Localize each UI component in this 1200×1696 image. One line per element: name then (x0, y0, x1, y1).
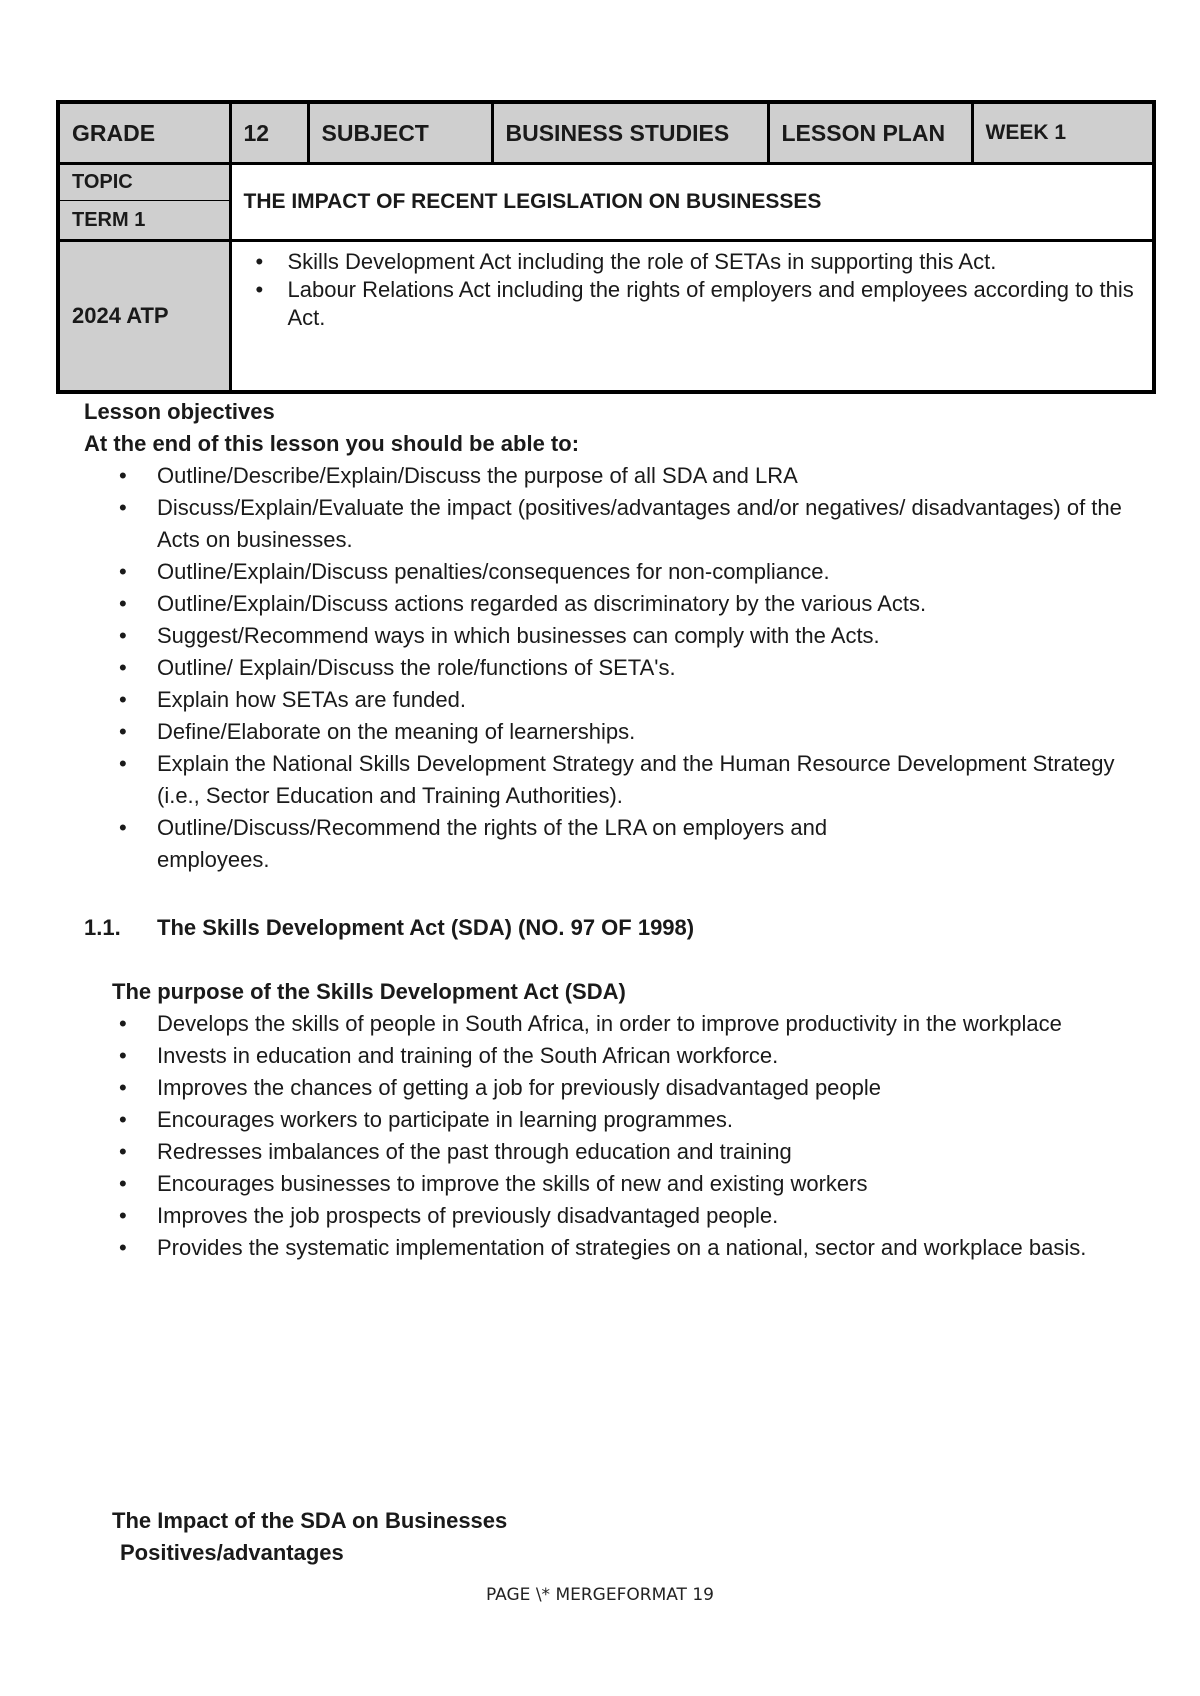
subject-label: SUBJECT (308, 102, 492, 164)
list-item: • Outline/Explain/Discuss actions regarded as discriminatory by the various Acts. (157, 588, 1154, 620)
list-item: • Outline/Explain/Discuss penalties/consequences for non-compliance. (157, 556, 1154, 588)
purpose-title: The purpose of the Skills Development Act (SDA) (112, 979, 626, 1004)
week-label: WEEK 1 (972, 102, 1154, 164)
atp-item: • Labour Relations Act including the rights of employers and employees according to this Act. (284, 276, 1141, 332)
objectives-title: Lesson objectives (84, 399, 275, 424)
list-item: • Encourages workers to participate in learning programmes. (157, 1104, 1154, 1136)
atp-list (244, 248, 1141, 332)
list-item: • Discuss/Explain/Evaluate the impact (positives/advantages and/or negatives/ disadvantages) of the Acts on businesses. (157, 492, 1154, 556)
atp-row (58, 241, 1154, 393)
grade-label: GRADE (58, 102, 230, 164)
list-item: • Suggest/Recommend ways in which businesses can comply with the Acts. (157, 620, 1154, 652)
positives-title: Positives/advantages (120, 1540, 344, 1565)
list-item: • Encourages businesses to improve the skills of new and existing workers (157, 1168, 1154, 1200)
lesson-body (84, 396, 1154, 1264)
section-number: 1.1. (84, 915, 121, 940)
objectives-intro: At the end of this lesson you should be able to: (84, 431, 580, 456)
lesson-header-table (56, 100, 1156, 394)
header-row (58, 102, 1154, 164)
list-item: • Outline/Describe/Explain/Discuss the purpose of all SDA and LRA (157, 460, 1154, 492)
topic-value: THE IMPACT OF RECENT LEGISLATION ON BUSINESSES (230, 164, 1154, 241)
list-item: • Improves the chances of getting a job for previously disadvantaged people (157, 1072, 1154, 1104)
purpose-list (84, 1008, 1154, 1264)
list-item: • Develops the skills of people in South Africa, in order to improve productivity in the workplace (157, 1008, 1154, 1040)
grade-value: 12 (230, 102, 308, 164)
objectives-list (84, 460, 1154, 876)
section-heading (84, 912, 1154, 944)
topic-label: TOPIC (58, 164, 230, 201)
atp-content (230, 241, 1154, 393)
impact-headings (112, 1505, 507, 1569)
list-item: • Define/Elaborate on the meaning of learnerships. (157, 716, 1154, 748)
list-item: • Explain the National Skills Development Strategy and the Human Resource Development Strategy (i.e., Sector Education and Training Authorities). (157, 748, 1154, 812)
list-item: • Improves the job prospects of previously disadvantaged people. (157, 1200, 1154, 1232)
list-item: • Provides the systematic implementation of strategies on a national, sector and workplace basis. (157, 1232, 1154, 1264)
section-title: The Skills Development Act (SDA) (NO. 97 OF 1998) (157, 915, 695, 940)
topic-row (58, 164, 1154, 201)
list-item: • Redresses imbalances of the past through education and training (157, 1136, 1154, 1168)
list-item: • Explain how SETAs are funded. (157, 684, 1154, 716)
subject-value: BUSINESS STUDIES (492, 102, 768, 164)
list-item: • Outline/Discuss/Recommend the rights of the LRA on employers and employees. (157, 812, 1154, 876)
atp-label: 2024 ATP (58, 241, 230, 393)
page-number-field: PAGE \* MERGEFORMAT 19 (486, 1585, 714, 1605)
term-label: TERM 1 (58, 201, 230, 241)
list-item: • Outline/ Explain/Discuss the role/functions of SETA's. (157, 652, 1154, 684)
list-item: • Invests in education and training of the South African workforce. (157, 1040, 1154, 1072)
impact-title: The Impact of the SDA on Businesses (112, 1508, 508, 1533)
lesson-plan-label: LESSON PLAN (768, 102, 972, 164)
atp-item: • Skills Development Act including the role of SETAs in supporting this Act. (284, 248, 1141, 276)
